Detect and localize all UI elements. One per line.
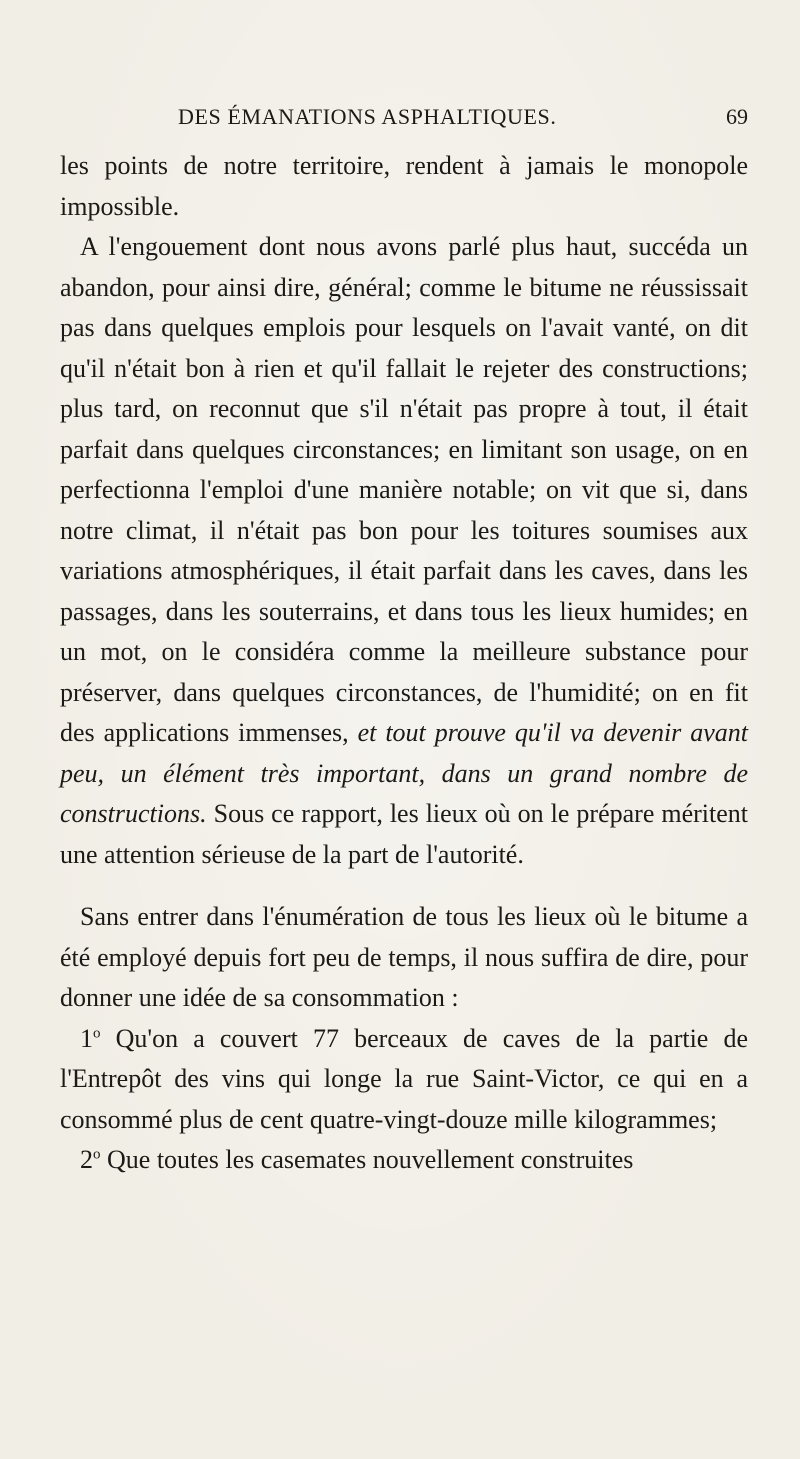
list-marker: 2 (80, 1145, 93, 1174)
list-item-text: Que toutes les casemates nouvellement construites (107, 1145, 634, 1174)
paragraph-continued: les points de notre territoire, rendent à jamais le monopole impossible. (60, 151, 748, 221)
ordinal-indicator: o (93, 1146, 101, 1163)
paragraph-consumption-intro: Sans entrer dans l'énumération de tous les lieux où le bitume a été employé depuis fort peu de temps, il nous suffira de dire, pour donner une idée de sa consommation : (60, 902, 748, 1012)
italic-emphasis: et tout prouve qu'il va devenir avant peu, un élément très important, dans un grand nombre de constructions. (60, 718, 749, 828)
paragraph-text: Sous ce rapport, les lieux où on le prépare méritent une attention sérieuse de la part de l'autorité. (60, 799, 748, 869)
paragraph-bitume-history (60, 227, 748, 875)
page-header (60, 96, 748, 136)
list-item-2 (60, 1140, 748, 1181)
page-number: 69 (726, 104, 748, 129)
list-item-text: Qu'on a couvert 77 berceaux de caves de la partie de l'Entrepôt des vins qui longe la rue Saint-Victor, ce qui en a consommé plus de cent quatre-vingt-douze mille kilogrammes; (60, 1023, 749, 1134)
page-body (60, 146, 748, 1181)
ordinal-indicator: o (93, 1024, 101, 1041)
list-marker: 1 (80, 1023, 93, 1053)
paragraph-text: A l'engouement dont nous avons parlé plus haut, succéda un abandon, pour ainsi dire, général; comme le bitume ne réussissait pas dans quelques emplois pour lesquels on l'avait vanté, on dit qu'il n'était bon à rien et qu'il fallait le rejeter des constructions; plus tard, on reconnut que s'il n'était pas propre à tout, il était parfait dans quelques circonstances; en limitant son usage, on en perfectionna l'emploi d'une manière notable; on vit que si, dans notre climat, il n'était pas bon pour les toitures soumises aux variations atmosphériques, il était parfait dans les caves, dans les passages, dans les souterrains, et dans tous les lieux humides; en un mot, on le considéra comme la meilleure substance pour préserver, dans quelques circonstances, de l'humidité; on en fit des applications immenses, (60, 232, 748, 747)
list-item-1 (60, 1019, 748, 1141)
running-title: DES ÉMANATIONS ASPHALTIQUES. (178, 104, 557, 129)
